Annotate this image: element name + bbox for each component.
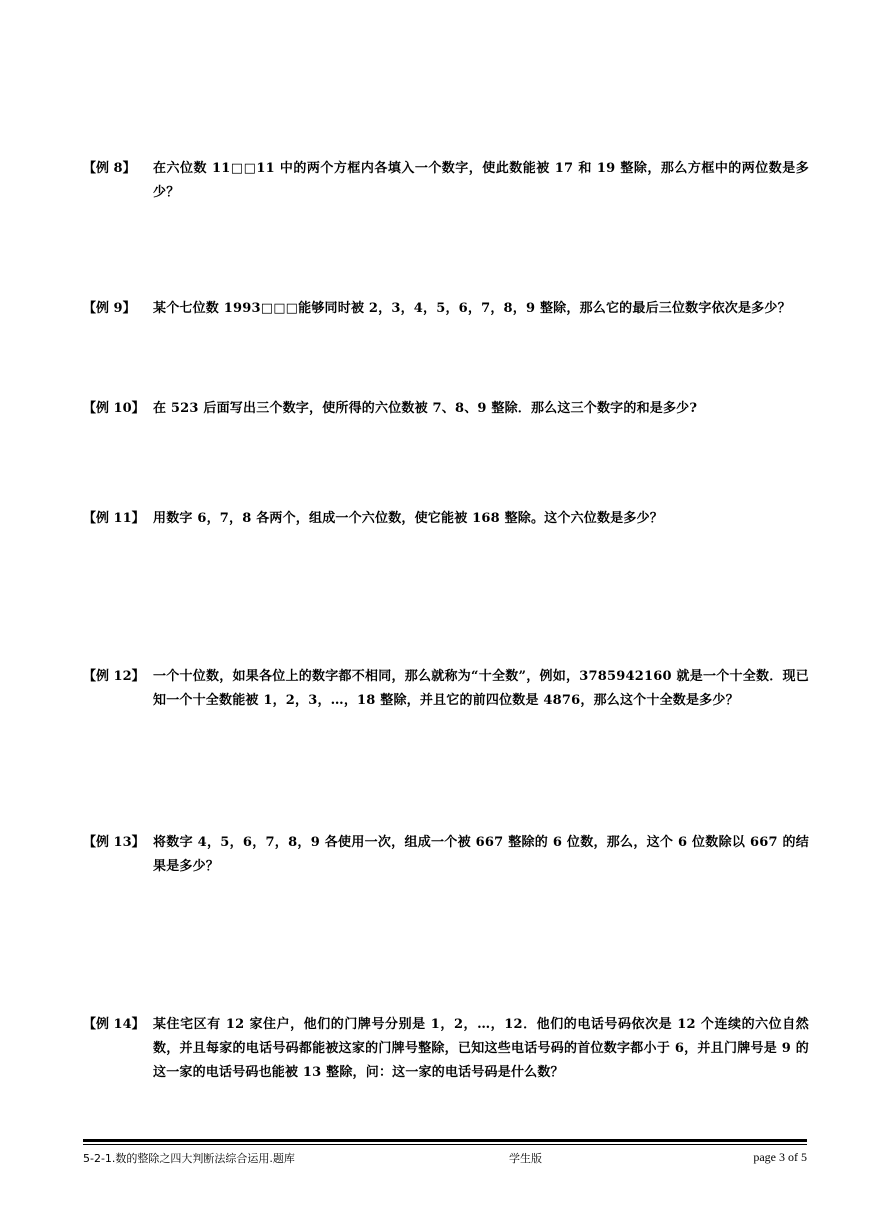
problem-11: [83, 507, 809, 531]
problem-14: [83, 1013, 809, 1085]
problem-label: 【例 9】: [83, 301, 136, 316]
problem-10: [83, 397, 809, 421]
problem-text: 一个十位数，如果各位上的数字都不相同，那么就称为“十全数”，例如，3785942160 就是一个十全数．现已知一个十全数能被 1，2，3，…，18 整除，并且它的前四位数是 4876，那么这个十全数是多少？: [153, 669, 809, 708]
problem-13: [83, 831, 809, 879]
problem-text: 某住宅区有 12 家住户，他们的门牌号分别是 1，2，…，12．他们的电话号码依次是 12 个连续的六位自然数，并且每家的电话号码都能被这家的门牌号整除，已知这些电话号码的首位数字都小于 6，并且门牌号是 9 的这一家的电话号码也能被 13 整除，问：这一家的电话号码是什么数？: [153, 1017, 809, 1080]
problem-text: 在六位数 11□□11 中的两个方框内各填入一个数字，使此数能被 17 和 19 整除，那么方框中的两位数是多少？: [153, 161, 809, 200]
problem-text: 将数字 4，5，6，7，8，9 各使用一次，组成一个被 667 整除的 6 位数，那么，这个 6 位数除以 667 的结果是多少？: [153, 835, 809, 874]
footer-rule-thin: [83, 1144, 807, 1145]
problem-text: 某个七位数 1993□□□能够同时被 2，3，4，5，6，7，8，9 整除，那么它的最后三位数字依次是多少？: [153, 301, 791, 316]
footer-page-number: page 3 of 5: [753, 1150, 807, 1164]
footer-rule-thick: [83, 1139, 807, 1142]
problem-8: [83, 157, 809, 205]
footer-document-title: 5-2-1.数的整除之四大判断法综合运用.题库: [83, 1152, 295, 1165]
problem-text: 在 523 后面写出三个数字，使所得的六位数被 7、8、9 整除．那么这三个数字的和是多少?: [153, 401, 698, 416]
problem-text: 用数字 6，7，8 各两个，组成一个六位数，使它能被 168 整除。这个六位数是多少？: [153, 511, 663, 526]
problem-9: [83, 297, 809, 321]
problem-label: 【例 13】: [83, 835, 145, 850]
problem-label: 【例 10】: [83, 401, 145, 416]
problem-label: 【例 11】: [83, 511, 145, 526]
page-footer: [83, 1150, 807, 1168]
footer-edition: 学生版: [509, 1152, 542, 1165]
problem-label: 【例 8】: [83, 161, 136, 176]
problem-label: 【例 14】: [83, 1017, 145, 1032]
problem-12: [83, 665, 809, 713]
problem-label: 【例 12】: [83, 669, 145, 684]
